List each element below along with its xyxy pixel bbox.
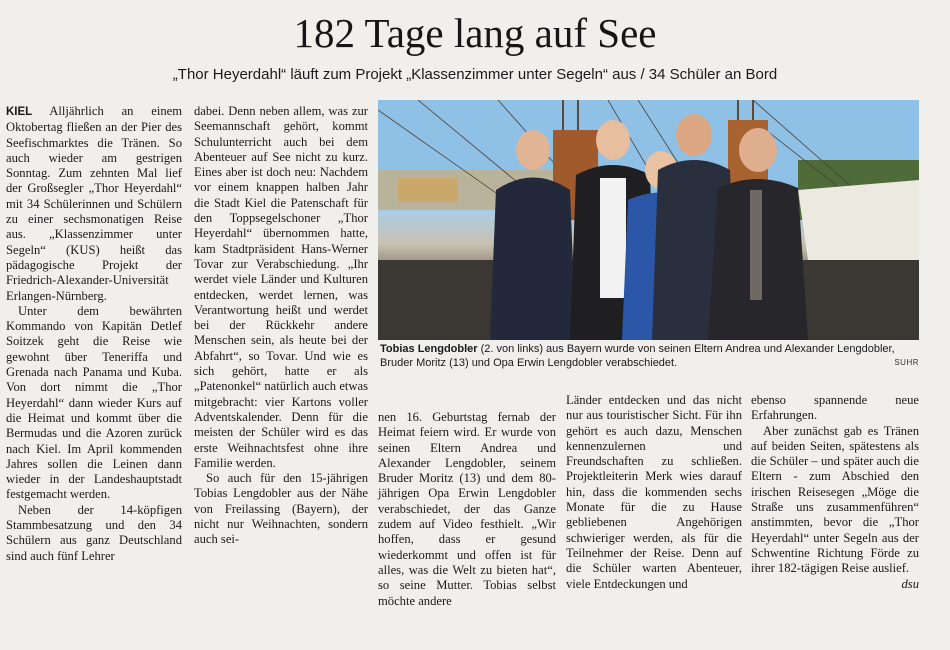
article-column-5 [751, 393, 919, 592]
subheadline: „Thor Heyerdahl“ läuft zum Projekt „Klassenzimmer unter Segeln“ aus / 34 Schüler an Bord [172, 66, 778, 83]
photo-credit: SUHR [894, 358, 919, 367]
caption-name: Tobias Lengdobler [380, 343, 478, 355]
article-paragraph: Unter dem bewährten Kommando von Kapitän Detlef Soitzek geht die Reise wie gewohnt über Teneriffa und Grenada nach Panama und Kuba. Von dort nimmt die „Thor Heyerdahl“ dann wieder Kurs auf die Heimat und kommt über die Bermudas und die Azoren zurück nach Kiel. Im April kommenden Jahres sollen die Leinen dann wieder in der Landeshauptstadt festgemacht werden. [6, 303, 182, 502]
photo-caption [380, 343, 920, 370]
article-column-2 [194, 104, 368, 548]
article-column-4 [566, 393, 742, 592]
author-signature: dsu [901, 576, 919, 591]
caption-text: (2. von links) aus Bayern wurde von seinen Eltern Andrea und Alexander Lengdobler, Bruder Moritz (13) und Opa Erwin Lengdobler verabschiedet. [380, 343, 895, 369]
photo-illustration [378, 100, 919, 340]
article-paragraph [6, 104, 182, 304]
article-column-3 [378, 410, 556, 609]
article-paragraph: Länder entdecken und das nicht nur aus touristischer Sicht. Für ihn gehört es auch dazu, Menschen kennenzulernen und Freundschaften zu schließen. Projektleiterin Merk wies darauf hin, dass die kommenden sechs Monate für die zu Hause gebliebenen Angehörigen schwieriger werden, als für die Teilnehmer der Reise. Denn auf die Schüler warten Abenteuer, viele Entdeckungen und [566, 393, 742, 591]
paragraph-text: Alljährlich an einem Oktobertag fließen an der Pier des Seefischmarktes die Tränen. So auch wieder am gestrigen Sonntag. Zum zehnten Mal lief der Großsegler „Thor Heyerdahl“ mit 34 Schülerinnen und Schülern zu einer sechsmonatigen Reise aus. „Klassenzimmer unter Segeln“ (KUS) heißt das pädagogische Projekt der Friedrich-Alexander-Universität Erlangen-Nürnberg. [6, 104, 182, 303]
article-paragraph: Neben der 14-köpfigen Stammbesatzung und den 34 Schülern aus ganz Deutschland sind auch fünf Lehrer [6, 502, 182, 563]
dateline: KIEL [6, 106, 33, 118]
article-photo [378, 100, 919, 340]
article-paragraph: ebenso spannende neue Erfahrungen. [751, 393, 919, 423]
article-column-1 [6, 104, 182, 564]
article-paragraph: nen 16. Geburtstag fernab der Heimat feiern wird. Er wurde von seinen Eltern Andrea und Alexander Lengdobler, seinem Bruder Moritz (13) und dem 80-jährigen Opa Erwin Lengdobler verabschiedet, der das Ganze zudem auf Video festhielt. „Wir hoffen, dass er gesund wiederkommt und offen ist für alles, was die Welt zu bieten hat“, so seine Mutter. Tobias selbst möchte andere [378, 410, 556, 608]
article-paragraph: So auch für den 15-jährigen Tobias Lengdobler aus der Nähe von Freilassing (Bayern), der nicht nur Weihnachten, sondern auch sei- [194, 471, 368, 547]
article-paragraph: dabei. Denn neben allem, was zur Seemannschaft gehört, kommt Schulunterricht auch bei dem Abenteuer auf See nicht zu kurz. Eines aber ist doch neu: Nachdem vor einem knappen halben Jahr die Stadt Kiel die Patenschaft für den Toppsegelschoner „Thor Heyerdahl“ übernommen hatte, kam Stadtpräsident Hans-Werner Tovar zur Verabschiedung. „Ihr werdet viele Länder und Kulturen entdecken, werdet lernen, was Verantwortung heißt und werdet bei der Rückkehr andere Menschen sein, als heute bei der Abfahrt“, so Tovar. Und wie es sich gehört, hatte er als „Patenonkel“ natürlich auch etwas mitgebracht: vier Kartons voller Adventskalender. Denn für die meisten der Schüler wird es das erste Weihnachtsfest ohne ihre Familie werden. [194, 104, 368, 470]
article-paragraph: Aber zunächst gab es Tränen auf beiden Seiten, spätestens als die Schüler – und später auch die Eltern - zum Abschied den irischen Reisesegen „Möge die Straße uns zusammenführen“ anstimmten, bevor die „Thor Heyerdahl“ unter Segeln aus der Schwentine Richtung Förde zu ihrer 182-tägigen Reise auslief. [751, 423, 919, 576]
headline: 182 Tage lang auf See [293, 10, 657, 56]
